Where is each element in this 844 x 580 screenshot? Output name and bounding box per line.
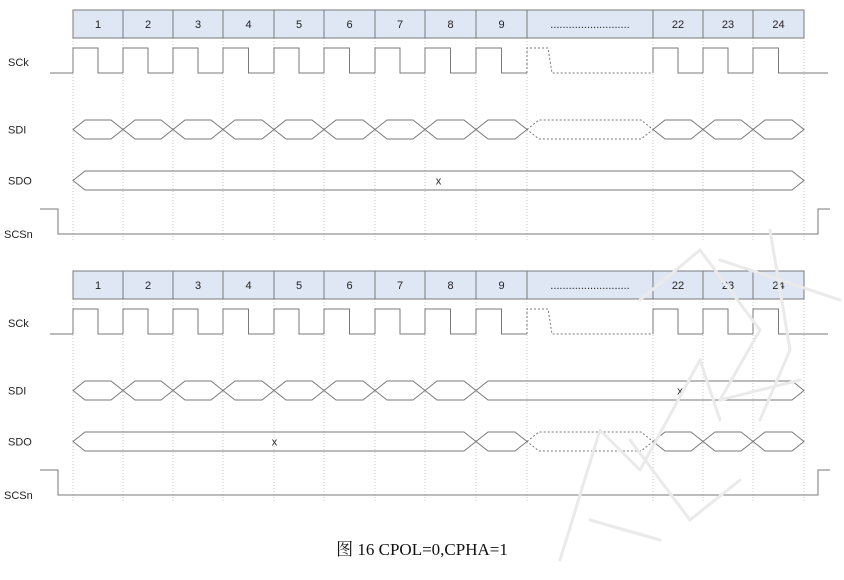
- sdi-bit: [173, 120, 223, 139]
- clock-cycle-label: 1: [94, 280, 102, 292]
- sdi-bit: [223, 120, 274, 139]
- clock-cycle-label: 9: [498, 280, 505, 292]
- sck-waveform-gap: [527, 309, 653, 334]
- clock-cycle-label: 6: [346, 19, 353, 31]
- sdi-bit: [274, 381, 324, 400]
- sdi-bit: [274, 120, 324, 139]
- signal-label-sdi: SDI: [8, 385, 27, 398]
- clock-cycle-label: 24: [772, 280, 785, 292]
- clock-cycle-label: ..........................: [550, 19, 630, 31]
- clock-cycle-label: 3: [194, 280, 202, 292]
- sdo-bit: [527, 432, 653, 451]
- sdo-bit: [753, 432, 804, 451]
- clock-cycle-label: 2: [144, 280, 152, 292]
- clock-cycle-label: 8: [447, 280, 454, 292]
- sdi-bit: [653, 120, 703, 139]
- clock-cycle-label: ..........................: [550, 280, 630, 292]
- sdi-bit: [223, 381, 274, 400]
- sdi-bus: [476, 381, 804, 400]
- sdi-bit: [73, 381, 123, 400]
- signal-label-sdo: SDO: [8, 175, 32, 188]
- sdi-bit: [375, 120, 425, 139]
- sdi-bit: [123, 120, 173, 139]
- signal-label-sck: SCk: [8, 318, 29, 330]
- sck-waveform: [50, 309, 828, 334]
- sdi-bit: [476, 120, 527, 139]
- clock-cycle-label: 3: [194, 19, 202, 31]
- sdi-bit: [324, 381, 375, 400]
- signal-label-scsn: SCSn: [4, 229, 33, 241]
- sdo-value: x: [271, 436, 278, 449]
- clock-cycle-label: 5: [295, 19, 303, 31]
- timing-diagram-top: [4, 10, 830, 242]
- figure-caption: 图 16 CPOL=0,CPHA=1: [336, 540, 508, 559]
- sdi-bit: [703, 120, 753, 139]
- sdo-bit: [703, 432, 753, 451]
- timing-diagram-bottom: [4, 271, 830, 503]
- signal-label-sdo: SDO: [8, 436, 32, 449]
- sck-waveform-gap: [527, 48, 653, 73]
- clock-cycle-label: 8: [447, 19, 454, 31]
- sdi-bit: [375, 381, 425, 400]
- sdo-bit: [653, 432, 703, 451]
- clock-cycle-label: 6: [346, 280, 353, 292]
- sdo-bit: [476, 432, 527, 451]
- clock-cycle-label: 24: [772, 19, 785, 31]
- signal-label-scsn: SCSn: [4, 490, 33, 502]
- clock-cycle-label: 9: [498, 19, 505, 31]
- sdi-bit: [425, 120, 476, 139]
- clock-cycle-label: 4: [245, 280, 252, 292]
- clock-cycle-label: 22: [671, 280, 685, 292]
- clock-cycle-label: 5: [295, 280, 303, 292]
- sdi-bit: [753, 120, 804, 139]
- signal-label-sck: SCk: [8, 57, 29, 69]
- clock-cycle-label: 4: [245, 19, 252, 31]
- clock-cycle-label: 2: [144, 19, 152, 31]
- sdo-value: x: [435, 175, 442, 188]
- scsn-waveform: [40, 209, 830, 234]
- sdi-value: x: [677, 385, 683, 398]
- sdi-bit: [73, 120, 123, 139]
- sdi-bit: [123, 381, 173, 400]
- clock-cycle-label: 1: [94, 19, 102, 31]
- sck-waveform: [50, 48, 828, 73]
- clock-cycle-label: 22: [671, 19, 685, 31]
- sdi-bit: [324, 120, 375, 139]
- sdi-bit: [173, 381, 223, 400]
- sdi-bit: [425, 381, 476, 400]
- clock-cycle-label: 7: [396, 19, 404, 31]
- clock-cycle-label: 7: [396, 280, 404, 292]
- sdi-bit: [527, 120, 653, 139]
- clock-cycle-label: 23: [721, 19, 735, 31]
- scsn-waveform: [40, 470, 830, 495]
- signal-label-sdi: SDI: [8, 124, 27, 137]
- clock-cycle-label: 23: [721, 280, 735, 292]
